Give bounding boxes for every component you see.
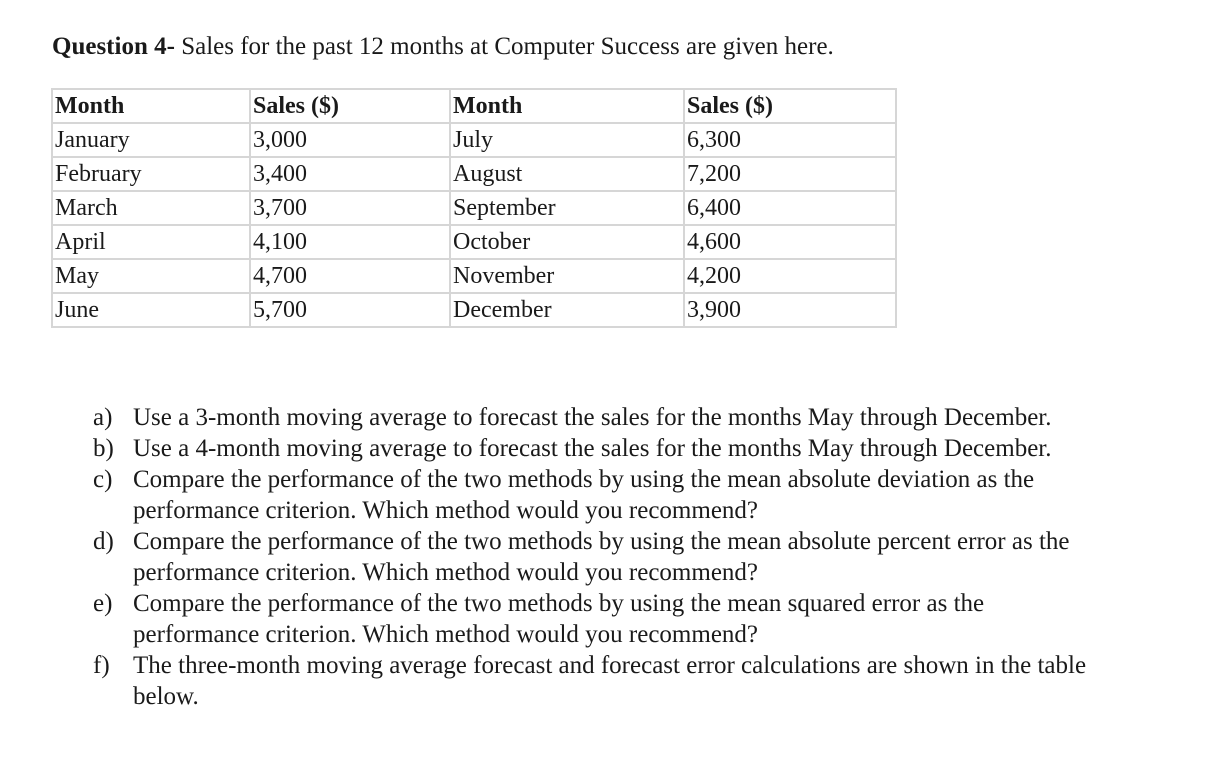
table-row <box>52 123 896 157</box>
question-text: Sales for the past 12 months at Computer Success are given here. <box>174 33 834 60</box>
month-cell: December <box>450 293 684 327</box>
part-text: Use a 3-month moving average to forecast the sales for the months May through December. <box>133 404 1052 431</box>
question-part-d <box>93 526 1113 588</box>
part-marker: c) <box>93 466 113 493</box>
month-cell: May <box>52 259 250 293</box>
question-label: Question 4- <box>52 33 175 60</box>
sales-cell: 3,000 <box>250 123 450 157</box>
sales-cell: 6,300 <box>684 123 896 157</box>
sales-table <box>51 88 897 328</box>
sales-cell: 5,700 <box>250 293 450 327</box>
table-row <box>52 191 896 225</box>
table-row <box>52 225 896 259</box>
header-sales-1: Sales ($) <box>250 89 450 123</box>
part-marker: b) <box>93 435 114 462</box>
part-text: Compare the performance of the two methods by using the mean absolute percent error as the performance criterion. Which method would you recommend? <box>133 528 1070 586</box>
header-sales-2: Sales ($) <box>684 89 896 123</box>
sales-cell: 3,700 <box>250 191 450 225</box>
sales-cell: 6,400 <box>684 191 896 225</box>
month-cell: February <box>52 157 250 191</box>
question-part-a <box>93 402 1113 433</box>
question-part-f <box>93 650 1113 712</box>
part-text: Compare the performance of the two methods by using the mean absolute deviation as the performance criterion. Which method would you recommend? <box>133 466 1035 524</box>
sales-cell: 4,700 <box>250 259 450 293</box>
month-cell: November <box>450 259 684 293</box>
table-header-row <box>52 89 896 123</box>
table-row <box>52 157 896 191</box>
month-cell: April <box>52 225 250 259</box>
part-marker: d) <box>93 528 114 555</box>
sales-cell: 4,100 <box>250 225 450 259</box>
sales-cell: 4,200 <box>684 259 896 293</box>
part-marker: e) <box>93 590 113 617</box>
month-cell: July <box>450 123 684 157</box>
sales-cell: 7,200 <box>684 157 896 191</box>
month-cell: March <box>52 191 250 225</box>
part-text: Use a 4-month moving average to forecast the sales for the months May through December. <box>133 435 1052 462</box>
month-cell: January <box>52 123 250 157</box>
question-part-e <box>93 588 1113 650</box>
part-text: The three-month moving average forecast and forecast error calculations are shown in the table below. <box>133 652 1087 710</box>
question-heading <box>52 30 834 64</box>
question-part-b <box>93 433 1113 464</box>
header-month-2: Month <box>450 89 684 123</box>
month-cell: June <box>52 293 250 327</box>
part-marker: a) <box>93 404 113 431</box>
month-cell: September <box>450 191 684 225</box>
question-part-c <box>93 464 1113 526</box>
month-cell: October <box>450 225 684 259</box>
part-marker: f) <box>93 652 110 679</box>
sales-cell: 4,600 <box>684 225 896 259</box>
table-row <box>52 259 896 293</box>
table-row <box>52 293 896 327</box>
question-parts-list <box>93 402 1113 712</box>
sales-cell: 3,900 <box>684 293 896 327</box>
header-month-1: Month <box>52 89 250 123</box>
month-cell: August <box>450 157 684 191</box>
sales-cell: 3,400 <box>250 157 450 191</box>
part-text: Compare the performance of the two methods by using the mean squared error as the performance criterion. Which method would you recommend? <box>133 590 985 648</box>
